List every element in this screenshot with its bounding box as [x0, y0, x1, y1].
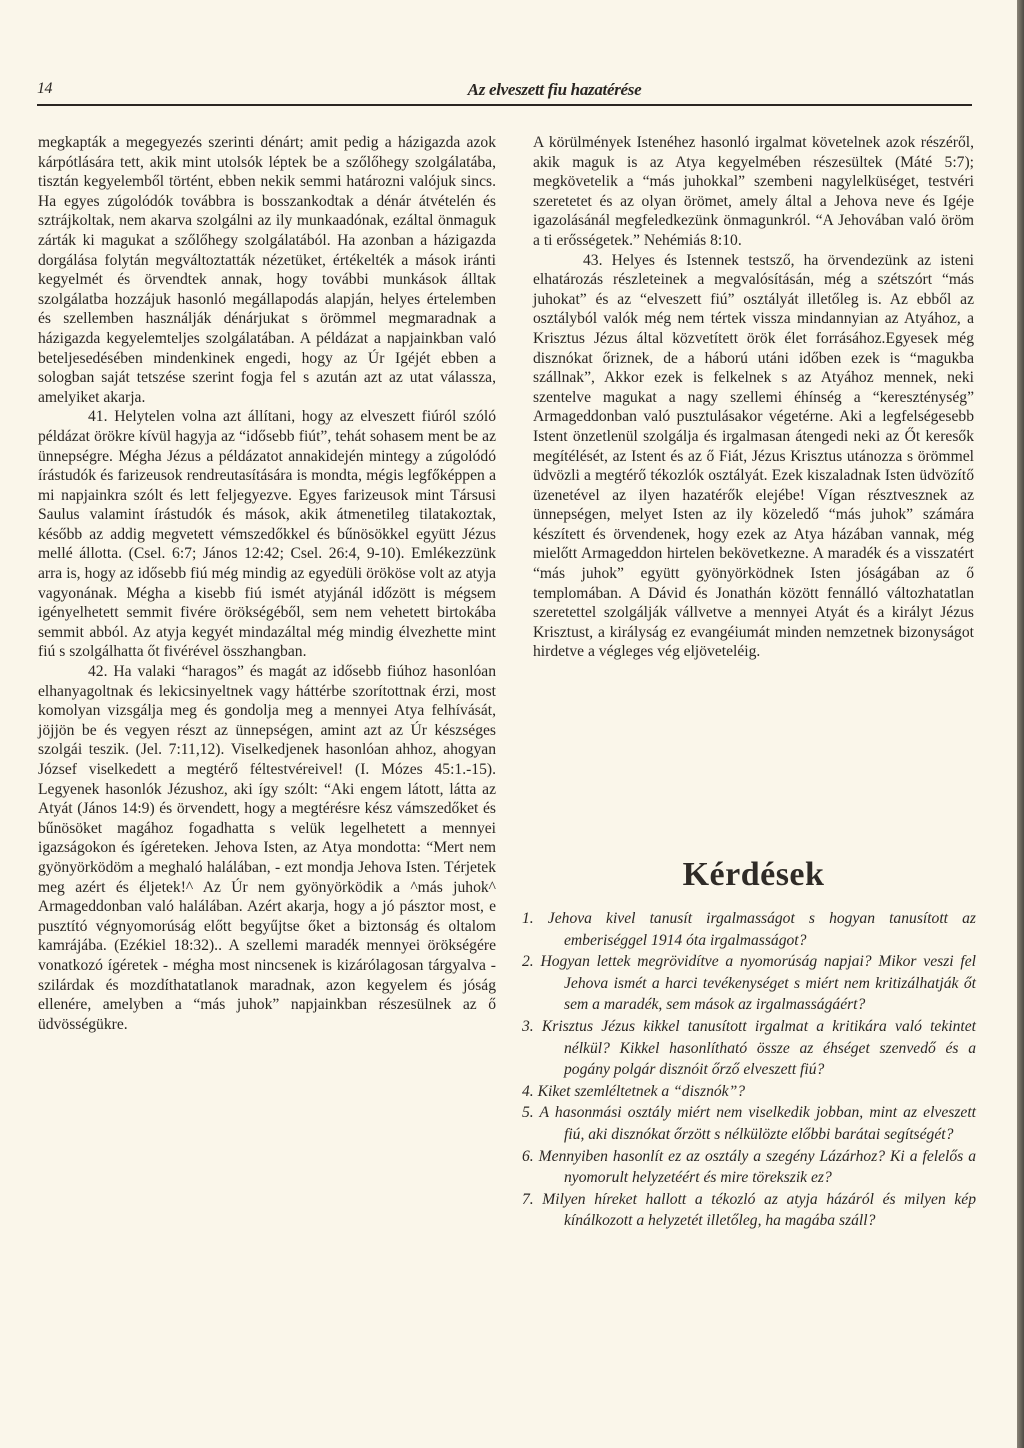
question-item: 5. A hasonmási osztály miért nem viselkedik jobban, mint az elveszett fiú, aki disznókat őrzött s nélkülözte előbbi barátai segítségét?	[522, 1104, 976, 1143]
question-item: 6. Mennyiben hasonlít ez az osztály a szegény Lázárhoz? Ki a felelős a nyomorult helyzetéért és mire törekszik ez?	[522, 1147, 976, 1187]
question-item: 2. Hogyan lettek megrövidítve a nyomorúság napjai? Mikor veszi fel Jehova ismét a harci tevékenységet s miért nem kritizálhatják őt sem a maradék, sem mások az irgalmasságáért?	[522, 953, 976, 1014]
running-title: Az elveszett fiu hazatérése	[467, 80, 642, 99]
paragraph-42: 42. Ha valaki “haragos” és magát az idősebb fiúhoz hasonlóan elhanyagoltnak és lekicsinyeltnek vagy háttérbe szorítottnak érzi, most komolyan vizsgálja meg és gondolja meg a mennyei Atya felhívását, jöjjön be és vegyen részt az ünnepségen, amint azt az Úr készséges szolgái teszik. (Jel. 7:11,12). Viselkedjenek hasonlóan ahhoz, ahogyan József viselkedett a megtérő féltestvéreivel! (I. Mózes 45:1.-15). Legyenek hasonlók Jézushoz, aki így szólt: “Aki engem látott, látta az Atyát (János 14:9) és örvendett, hogy a megtérésre kész vámszedőket és bűnösöket magához fogadhatta s velük legelhetett a mennyei igazságokon és ígéreteken. Jehova Isten, az Atya mondotta: “Mert nem gyönyörködöm a meghaló halálában, - ezt mondja Jehova Isten. Térjetek meg azért és éljetek!^ Az Úr nem gyönyörködik a ^más juhok^ Armageddonban való halálában. Azért akarja, hogy a jó pásztor most, e pusztító végnyomorúság előtt begyűjtse őket a biztonság és oltalom kamrájába. (Ezékiel 18:32).. A szellemi maradék mennyei örökségére vonatkozó ígéretek - mégha most nincsenek is kizárólagosan tárgyalva - szilárdak és mozdíthatatlanok maradnak, azon kegyelem és jóság ellenére, amelyben a “más juhok” napjainkban részesülnek az ő üdvösségükre.	[38, 663, 496, 1033]
paragraph-43: 43. Helyes és Istennek testsző, ha örvendezünk az isteni elhatározás részleteinek a megvalósításán, még a szétszórt “más juhokat” és az “elveszett fiú” osztályát illetőleg is. Az ebből az osztályból valók még nem tértek vissza mindannyian az Atyához, a Krisztus Jézus által közvetített örök élet forrásához.Egyesek még disznókat őriznek, de a háború utáni időben ezek is “magukba szállnak”, Akkor ezek is felkelnek s az Atyához mennek, neki szentelve magukat a nagy szellemi éhínség a “kereszténység” Armageddonban való pusztulásakor végetérne. Aki a legfelségesebb Istent önzetlenül szolgálja és irgalmasan átengedi neki az Őt keresők megítélését, az Istent és az ő Fiát, Jézus Krisztus utánozza s örömmel üdvözli a megtérő tékozlók osztályát. Ezek kiszaladnak Isten üdvözítő üzenetével az ilyen hazatérők elejébe! Vígan résztvesznek az ünnepségen, melyet Isten az ily közeledő “más juhok” számára készített és örvendenek, hogy ezek az Atya házában vannak, még mielőtt Armageddon hirtelen bekövetkezne. A maradék és a visszatért “más juhok” együtt gyönyörködnek Isten jóságában az ő templomában. A Dávid és Jonathán között fennálló változhatatlan szeretettel szolgálják vállvetve a mennyei Atyát és a királyt Jézus Krisztust, a királyság ez evangéiumát minden nemzetnek bizonyságot hirdetve a végleges vég eljöveteléig.	[533, 251, 974, 661]
question-item: 7. Milyen híreket hallott a tékozló az atyja házáról és milyen kép kínálkozott a helyzetét illetőleg, ha magába száll?	[522, 1190, 976, 1230]
left-column	[38, 133, 496, 1034]
paragraph-continuation: A körülmények Istenéhez hasonló irgalmat követelnek azok részéről, akik maguk is az Atya kegyelmében részesültek (Máté 5:7); megkövetelik a “más juhokkal” szembeni nagylelküséget, testvéri szeretetet és az olyan örömet, amely által a Jehova neve és Igéje igazolásánál megfeledkezünk önmagunkról. “A Jehovában való öröm a ti erősségetek.” Nehémiás 8:10.	[533, 134, 974, 249]
question-item: 3. Krisztus Jézus kikkel tanusított irgalmat a kritikára való tekintet nélkül? Kikkel hasonlítható össze az éhséget szenvedő és a pogány polgár disznóit őrző elveszett fiú?	[522, 1017, 976, 1079]
question-item: 4. Kiket szemléltetnek a “disznók”?	[522, 1082, 746, 1100]
questions-heading: Kérdések	[682, 856, 825, 893]
right-column	[533, 133, 974, 662]
paragraph-41: 41. Helytelen volna azt állítani, hogy az elveszett fiúról szóló példázat örökre kívül hagyja az “idősebb fiút”, tehát sohasem ment be az ünnepségre. Mégha Jézus a példázatot annakidején mintegy a zúgolódó írástudók és farizeusok rendreutasítására is mondta, mégis legfőképpen a mi napjainkra szólt és lett feljegyezve. Egyes farizeusok mint Társusi Saulus valamint írástudók és mások, akik átmenetileg tilatakoztak, később az addig megvetett vémszedőkkel és bűnösökkel együtt Jézus mellé állotta. (Csel. 6:7; János 12:42; Csel. 26:4, 9-10). Emlékezzünk arra is, hogy az idősebb fiú még mindig az egyedüli örököse volt az atyja vagyonának. Mégha a kisebb fiú ismét atyjánál időzött is mégsem igényelhetett semmit fivére örökségéből, sem nem vehetett birtokába semmit abból. Az atyja kegyét mindazáltal még mindig élvezhette mint fiú s szolgálhatta őt fivérével összhangban.	[38, 408, 496, 661]
page-header	[37, 80, 972, 102]
paragraph-continuation: megkapták a megegyezés szerinti dénárt; amit pedig a házigazda azok kárpótlására tett, akik mint utolsók léptek be a szőlőhegy szolgálatába, tisztán kegyelemből történt, ebben nekik semmi határozni valójuk sincs. Ha egyes zúgolódók továbbra is bosszankodtak a dénár átvételén és sztrájkoltak, nem akarva szolgálni az ily munkaadónak, ezáltal önmaguk zárták ki magukat a szőlőhegy szolgálatából. Ha azonban a házigazda dorgálása folytán megváltoztatták nézetüket, értékelték a mások iránti kegyelmét és örvendtek annak, hogy további munkások álltak szolgálatba hozzájuk hasonló megállapodás alapján, helyes értelemben és szellemben használják dénárjukat s örömmel megmaradnak a házigazda kegyelemteljes szolgálatában. A példázat a napjainkban való beteljesedésében mindenkinek engedi, hogy az Úr Igéjét ebben a sologban saját tetszése szerint fogja fel s azután azt az utat válassza, amelyiket akarja.	[38, 134, 496, 406]
header-rule	[37, 104, 972, 106]
page-edge-shadow	[1017, 0, 1024, 1448]
question-item: 1. Jehova kivel tanusít irgalmasságot s hogyan tanusított az emberiséggel 1914 óta irgalmasságot?	[522, 910, 976, 949]
questions-list	[516, 908, 976, 1232]
page-number: 14	[37, 80, 52, 97]
